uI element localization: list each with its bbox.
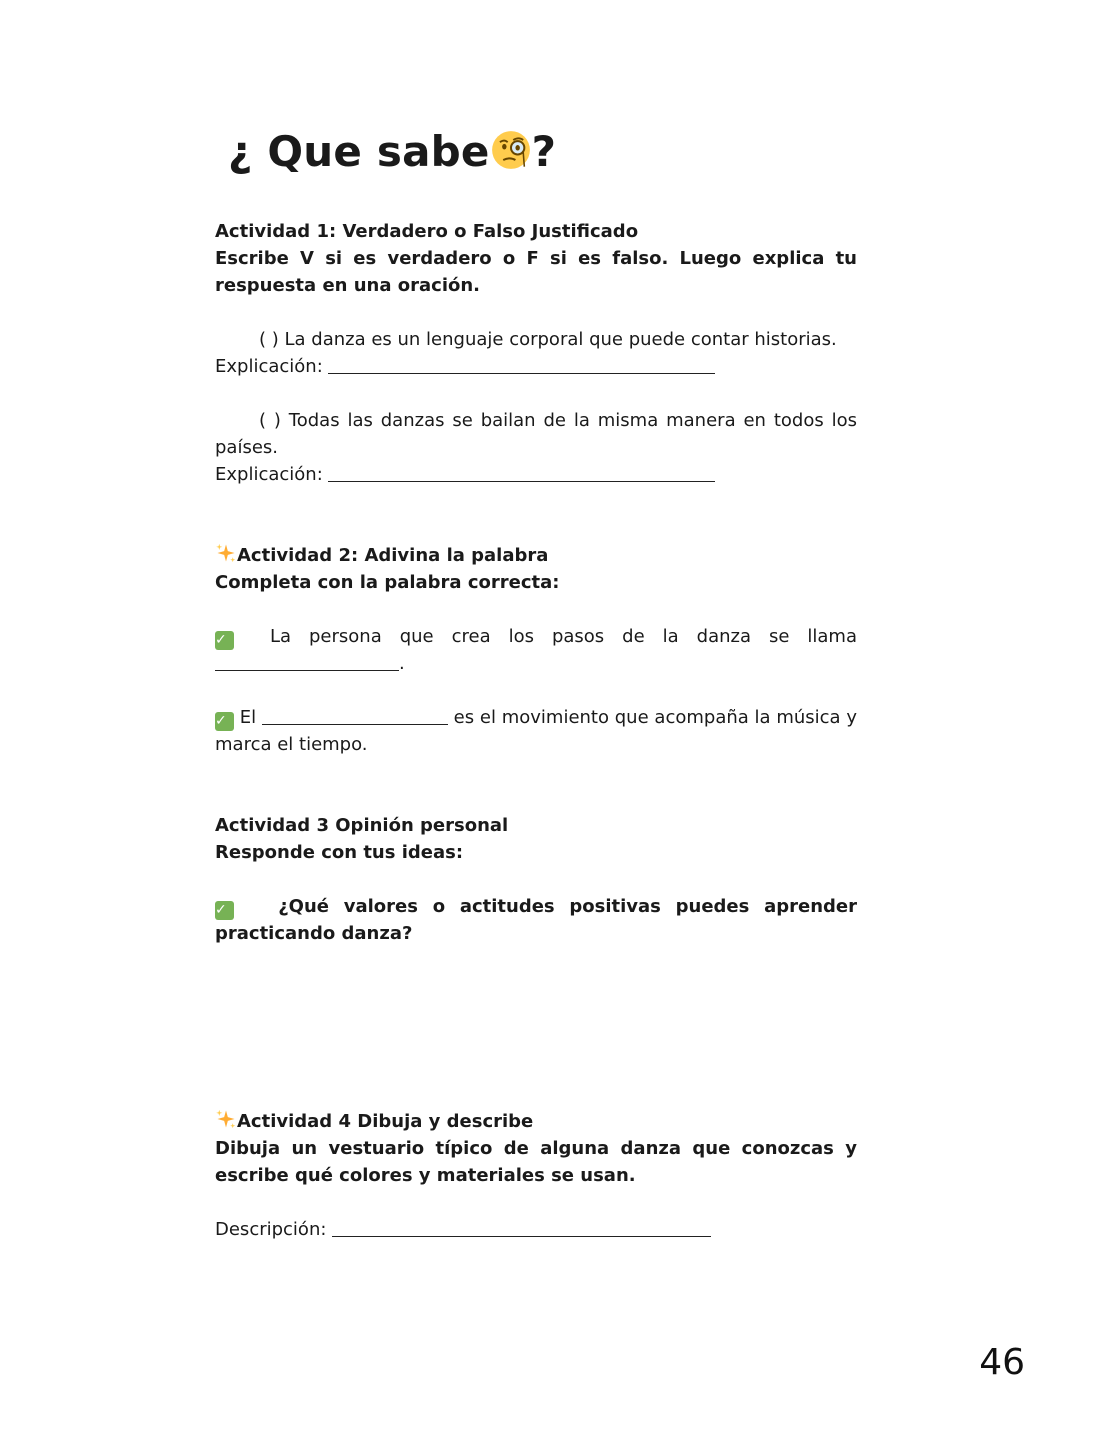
- activity2-heading: Actividad 2: Adivina la palabra: [237, 545, 549, 566]
- check-mark-icon: ✓: [215, 901, 234, 920]
- activity3-instructions: Responde con tus ideas:: [215, 842, 464, 863]
- worksheet-content: [215, 218, 857, 1243]
- explanation-label: Explicación:: [215, 464, 329, 485]
- activity4-heading-row: [215, 1108, 857, 1135]
- activity2-item-2-rest: es el movimiento que acompaña la música y marca el tiempo.: [215, 707, 857, 755]
- description-blank[interactable]: [332, 1218, 711, 1237]
- activity2-item-2: [215, 704, 857, 758]
- activity4-instructions: Dibuja un vestuario típico de alguna danza que conozcas y escribe qué colores y materiales se usan.: [215, 1138, 857, 1186]
- activity1-statement-2: ( ) Todas las danzas se bailan de la misma manera en todos los países.: [215, 410, 857, 458]
- activity2-heading-row: [215, 542, 857, 569]
- activity1-statement-1: ( ) La danza es un lenguaje corporal que puede contar historias.: [259, 329, 837, 350]
- activity2-item-2-start: El: [239, 707, 262, 728]
- page-title: [228, 124, 556, 180]
- page-number: 46: [979, 1342, 1025, 1383]
- sparkles-icon: [215, 1108, 237, 1130]
- activity1-explanation-1: [215, 353, 857, 380]
- title-question-mark: ?: [531, 127, 557, 176]
- explanation-label: Explicación:: [215, 356, 329, 377]
- activity2-item-1: [215, 623, 857, 650]
- activity1-explanation-2: [215, 461, 857, 488]
- answer-blank-2[interactable]: [262, 706, 448, 725]
- activity1-instructions: Escribe V si es verdadero o F si es falso. Luego explica tu respuesta en una oración.: [215, 248, 857, 296]
- title-text: ¿ Que sabe: [228, 127, 490, 176]
- activity2-item-1-answer: [215, 650, 857, 677]
- activity3-question: [215, 893, 857, 947]
- check-mark-icon: ✓: [215, 631, 234, 650]
- description-label: Descripción:: [215, 1219, 333, 1240]
- explanation-blank-2[interactable]: [328, 463, 715, 482]
- activity2-instructions: Completa con la palabra correcta:: [215, 572, 560, 593]
- answer-blank-1[interactable]: [215, 652, 399, 671]
- activity4-description: [215, 1216, 857, 1243]
- activity3-heading: Actividad 3 Opinión personal: [215, 815, 509, 836]
- activity2-item-1-end: .: [399, 653, 405, 674]
- sparkles-icon: [215, 542, 237, 564]
- check-mark-icon: ✓: [215, 712, 234, 731]
- activity2-item-1-text: La persona que crea los pasos de la danza se llama: [269, 626, 857, 647]
- explanation-blank-1[interactable]: [328, 355, 715, 374]
- activity3-question-text: ¿Qué valores o actitudes positivas puedes aprender practicando danza?: [215, 896, 857, 944]
- activity4-heading: Actividad 4 Dibuja y describe: [237, 1111, 534, 1132]
- face-with-monocle-icon: [491, 130, 531, 170]
- activity1-heading: Actividad 1: Verdadero o Falso Justificado: [215, 221, 639, 242]
